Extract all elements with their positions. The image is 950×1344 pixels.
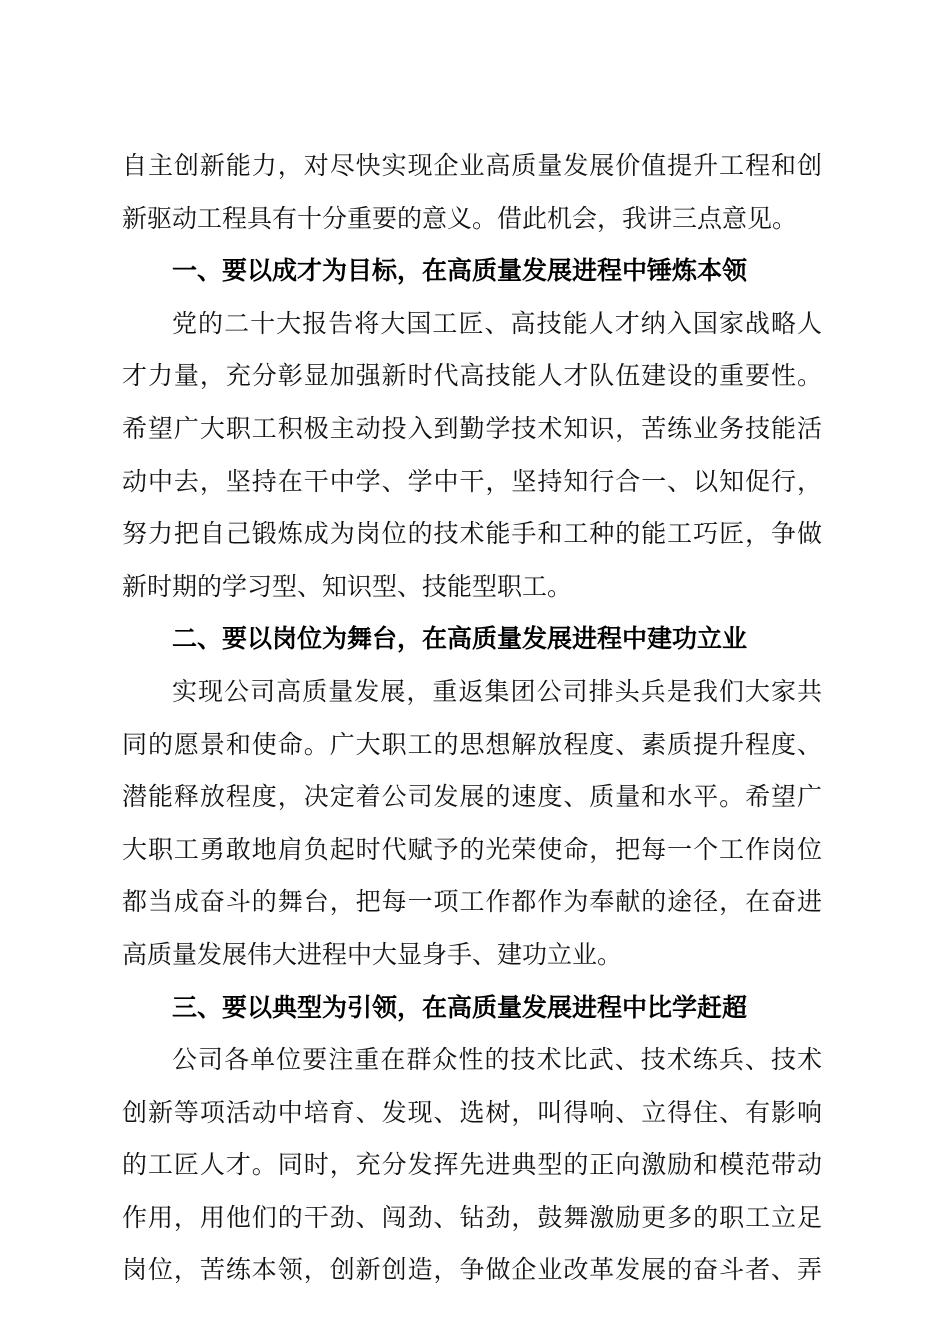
- section-heading: 二、要以岗位为舞台，在高质量发展进程中建功立业: [172, 624, 748, 654]
- paragraph-line: 高质量发展伟大进程中大显身手、建功立业。: [122, 939, 623, 969]
- paragraph-line: 努力把自己锻炼成为岗位的技术能手和工种的能工巧匠，争做: [122, 519, 822, 549]
- paragraph-line: 希望广大职工积极主动投入到勤学技术知识，苦练业务技能活: [122, 413, 822, 443]
- paragraph-line: 新驱动工程具有十分重要的意义。借此机会，我讲三点意见。: [122, 203, 798, 233]
- section-heading: 三、要以典型为引领，在高质量发展进程中比学赶超: [172, 992, 748, 1022]
- paragraph-line: 新时期的学习型、知识型、技能型职工。: [122, 571, 573, 601]
- paragraph-line: 才力量，充分彰显加强新时代高技能人才队伍建设的重要性。: [122, 361, 822, 391]
- paragraph-line: 创新等项活动中培育、发现、选树，叫得响、立得住、有影响: [122, 1097, 822, 1127]
- paragraph-line: 实现公司高质量发展，重返集团公司排头兵是我们大家共: [172, 676, 822, 706]
- paragraph-line: 同的愿景和使命。广大职工的思想解放程度、素质提升程度、: [122, 729, 822, 759]
- paragraph-line: 岗位，苦练本领，创新创造，争做企业改革发展的奋斗者、弄: [122, 1255, 822, 1285]
- paragraph-line: 自主创新能力，对尽快实现企业高质量发展价值提升工程和创: [122, 151, 822, 180]
- body-text: [122, 140, 822, 1297]
- paragraph-line: 潜能释放程度，决定着公司发展的速度、质量和水平。希望广: [122, 782, 822, 812]
- paragraph-line: 作用，用他们的干劲、闯劲、钻劲，鼓舞激励更多的职工立足: [122, 1202, 822, 1232]
- paragraph-line: 都当成奋斗的舞台，把每一项工作都作为奉献的途径，在奋进: [122, 887, 822, 917]
- paragraph-line: 动中去，坚持在干中学、学中干，坚持知行合一、以知促行，: [122, 466, 822, 496]
- paragraph-line: 党的二十大报告将大国工匠、高技能人才纳入国家战略人: [172, 308, 822, 338]
- paragraph-line: 公司各单位要注重在群众性的技术比武、技术练兵、技术: [172, 1045, 822, 1075]
- paragraph-line: 大职工勇敢地肩负起时代赋予的光荣使命，把每一个工作岗位: [122, 834, 822, 864]
- paragraph-line: 的工匠人才。同时，充分发挥先进典型的正向激励和模范带动: [122, 1150, 822, 1180]
- section-heading: 一、要以成才为目标，在高质量发展进程中锤炼本领: [172, 256, 748, 286]
